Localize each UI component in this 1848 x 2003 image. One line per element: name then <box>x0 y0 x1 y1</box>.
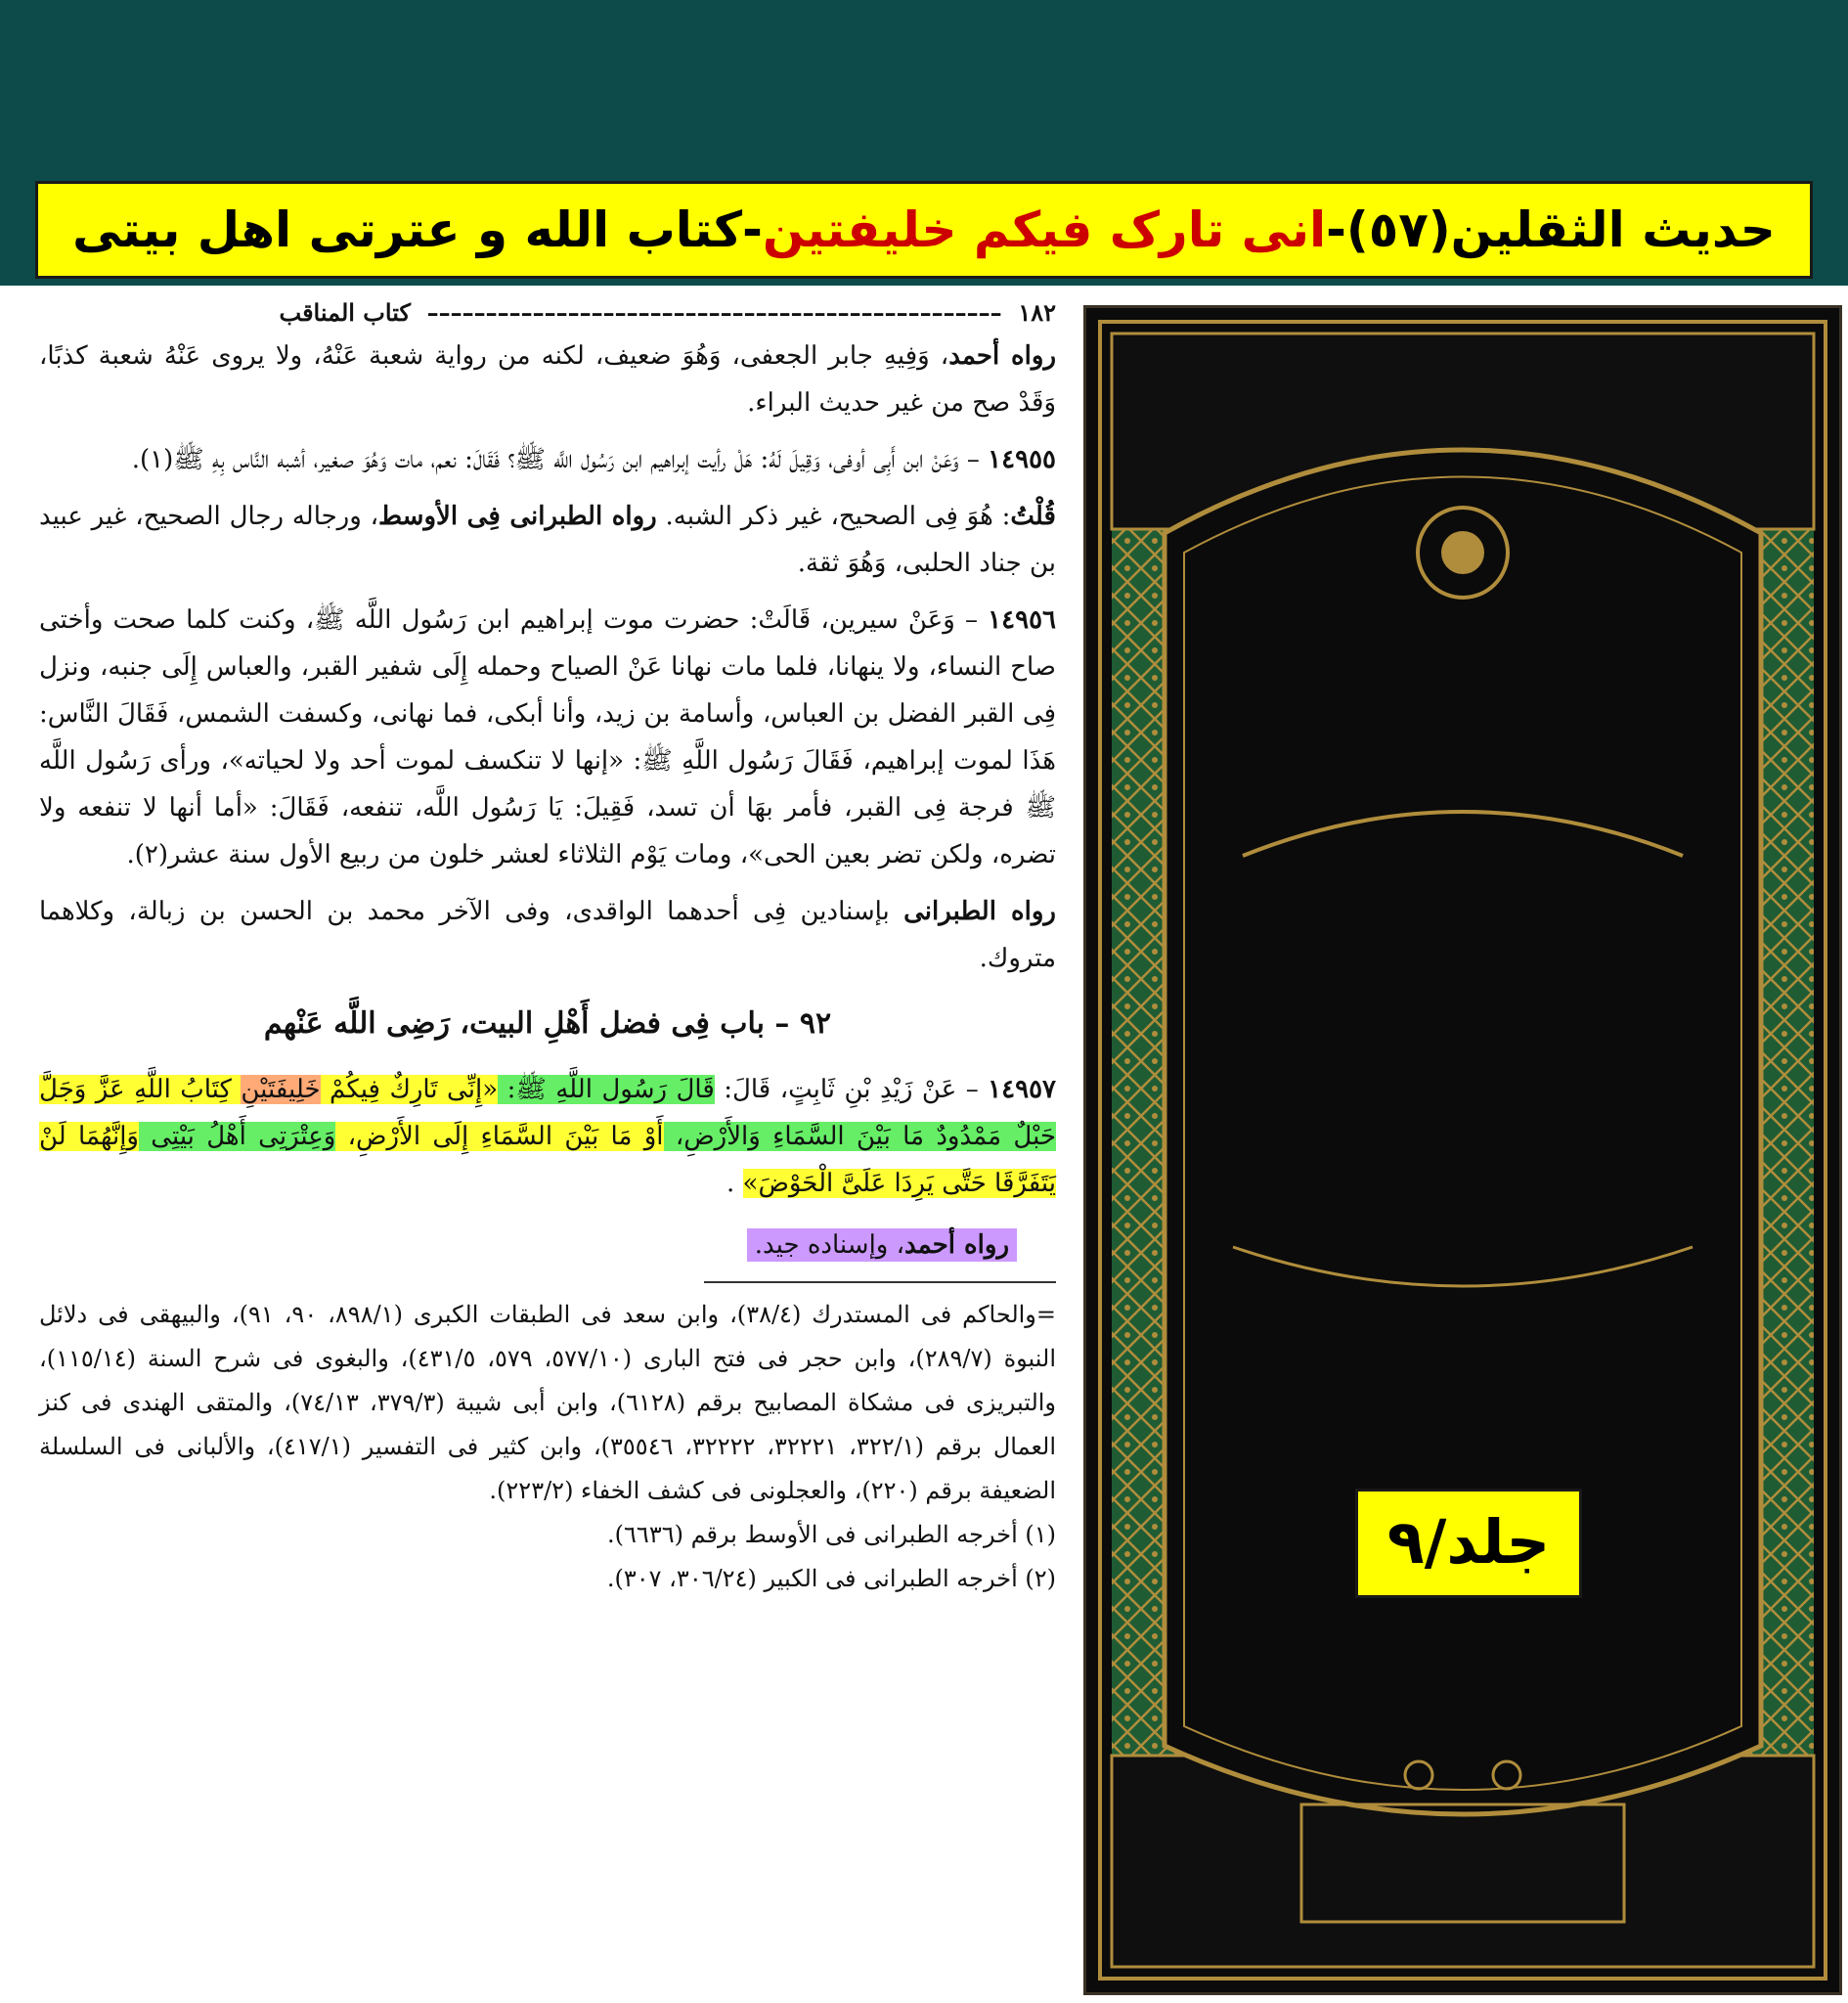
paragraph-3 <box>39 493 1056 587</box>
highlight-reference <box>747 1228 1017 1262</box>
highlight-khalifatayn: خَلِيفَتَيْنِ <box>241 1075 321 1104</box>
header-dash-line: ––––––––––––––––––––––––––––––––––––––––––––––––– <box>418 298 1010 327</box>
para3-text2: ، ورجاله رجال الصحيح، غير عبيد بن جناد الحلبى، وَهُوَ ثقة. <box>39 502 1056 578</box>
banner-part-2: انی تارک فیکم خلیفتین <box>762 201 1327 258</box>
hadith-thaqalayn <box>39 1066 1056 1207</box>
ref-text: ، وإسناده جيد. <box>754 1230 905 1260</box>
hadith-dot: . <box>726 1169 743 1198</box>
page-number: ١٨٢ <box>1018 298 1056 327</box>
para5-text: بإسنادين فِى أحدهما الواقدى، وفى الآخر محمد بن الحسن بن زبالة، وكلاهما متروك. <box>39 897 1056 973</box>
book-page-scan <box>39 293 1056 1995</box>
narration-reference <box>39 1221 1017 1269</box>
para3-lead: قُلْتُ <box>1010 502 1056 531</box>
header-title: كتاب المناقب <box>279 298 411 327</box>
para2-text: – وَعَنْ ابن أَبِى أوفى، وَقِيلَ لَهُ: هَلْ رأيت إبراهيم ابن رَسُول اللَّه ﷺ؟ فَقَالَ: نعم، مات وَهُوَ صغير، أشبه النَّاس بِهِ ﷺ(١). <box>131 445 989 474</box>
footnote-2: (٢) أخرجه الطبرانى فى الكبير (٣٠٦/٢٤، ٣٠٧). <box>606 1565 1056 1592</box>
para4-text: – وَعَنْ سيرين، قَالَتْ: حضرت موت إبراهيم ابن رَسُول اللَّه ﷺ، وكنت كلما صحت وأختى صاح النساء، ولا ينهانا، فلما مات نهانا عَنْ الصياح وحمله إِلَى شفير القبر، والعباس إِلَى جنبه، ونزل فِى القبر الفضل بن العباس، وأسامة بن زيد، وأنا أبكى، فما نهانى، وكسفت الشمس، فَقَالَ النَّاس: هَذَا لموت إبراهيم، فَقَالَ رَسُول اللَّهِ ﷺ: «إنها لا تنكسف لموت أحد ولا لحياته»، ورأى رَسُول اللَّه ﷺ فرجة فِى القبر، فأمر بهَا أن تسد، فَقِيلَ: يَا رَسُول اللَّه، تنفعه، فَقَالَ: «أما أنها لا تنفعه ولا تضره، ولكن تضر بعين الحى»، ومات يَوْم الثلاثاء لعشر خلون من ربيع الأول سنة عشر(٢). <box>39 605 1056 869</box>
volume-label: جلد/٩ <box>1355 1489 1582 1598</box>
footnote-divider <box>704 1281 1056 1283</box>
highlight-inni: «إِنِّى تَارِكٌ فِيكُمْ <box>320 1075 499 1104</box>
hadith-number-14956: ١٤٩٥٦ <box>988 605 1056 635</box>
banner-part-1: حديث الثقلين(٥٧)- <box>1326 201 1776 258</box>
title-banner <box>35 181 1813 279</box>
ref-bold: رواه أحمد <box>904 1230 1009 1260</box>
page-header <box>39 293 1056 333</box>
highlight-kitab: كِتَابُ اللَّهِ عَزَّ وَجَلَّ <box>39 1075 242 1104</box>
paragraph-4 <box>39 597 1056 878</box>
highlight-innahuma: وَإِنَّهُمَا لَنْ يَتَفَرَّقَا حَتَّى يَرِدَا عَلَىَّ الْحَوْضَ» <box>39 1122 1056 1198</box>
highlight-habl: حَبْلٌ مَمْدُودٌ مَا بَيْنَ السَّمَاءِ وَالأَرْضِ، <box>663 1122 1056 1151</box>
footnote-1: (١) أخرجه الطبرانى فى الأوسط برقم (٦٦٣٦). <box>607 1521 1056 1548</box>
book-cover-image <box>1083 305 1842 1995</box>
highlight-aw: أَوْ مَا بَيْنَ السَّمَاءِ إِلَى الأَرْضِ، <box>335 1122 664 1151</box>
highlight-qala: قَالَ رَسُول اللَّهِ ﷺ: <box>498 1075 715 1104</box>
highlight-itrati: وَعِتْرَتِى أَهْلُ بَيْتِى <box>138 1122 336 1151</box>
banner-part-3: -كتاب الله و عترتی اهل بیتی <box>72 201 763 258</box>
paragraph-5 <box>39 888 1056 982</box>
chapter-heading: ٩٢ – باب فِى فضل أَهْلِ البيت، رَضِى اللَّه عَنْهم <box>263 1006 832 1041</box>
hadith-number-14957: ١٤٩٥٧ <box>988 1075 1056 1104</box>
para5-bold: رواه الطبرانى <box>903 897 1056 926</box>
paragraph-2 <box>39 436 1056 483</box>
footnote-continuation: =والحاكم فى المستدرك (٣٨/٤)، وابن سعد فى الطبقات الكبرى (٨٩٨/١، ٩٠، ٩١)، والبيهقى فى دلائل النبوة (٢٨٩/٧)، وابن حجر فى فتح البارى (٥٧٧/١٠، ٥٧٩، ٤٣١/٥)، والبغوى فى شرح السنة (١١٥/١٤)، والتبريزى فى مشكاة المصابيح برقم (٦١٢٨)، وابن أبى شيبة (٣٧٩/٣، ٧٤/١٣)، والمتقى الهندى فى كنز العمال برقم (٣٢٢/١، ٣٢٢٢١، ٣٢٢٢٢، ٣٥٥٤٦)، وابن كثير فى التفسير (٤١٧/١)، والألبانى فى السلسلة الضعيفة برقم (٢٢٠)، والعجلونى فى كشف الخفاء (٢٢٣/٢). <box>39 1301 1057 1504</box>
para3-text1: : هُوَ فِى الصحيح، غير ذكر الشبه. <box>656 502 1011 531</box>
hadith-number-14955: ١٤٩٥٥ <box>988 445 1056 474</box>
hadith-intro: – عَنْ زَيْدِ بْنِ ثَابِتٍ، قَالَ: <box>714 1075 989 1104</box>
paragraph-1 <box>39 333 1056 426</box>
para1-text: ، وَفِيهِ جابر الجعفى، وَهُوَ ضعيف، لكنه من رواية شعبة عَنْهُ، ولا يروى عَنْهُ شعبة كذبًا، وَقَدْ صح من غير حديث البراء. <box>39 341 1056 418</box>
para1-bold: رواه أحمد <box>948 341 1056 371</box>
para3-bold: رواه الطبرانى فِى الأوسط <box>378 502 657 531</box>
cover-artwork <box>1086 308 1839 1992</box>
